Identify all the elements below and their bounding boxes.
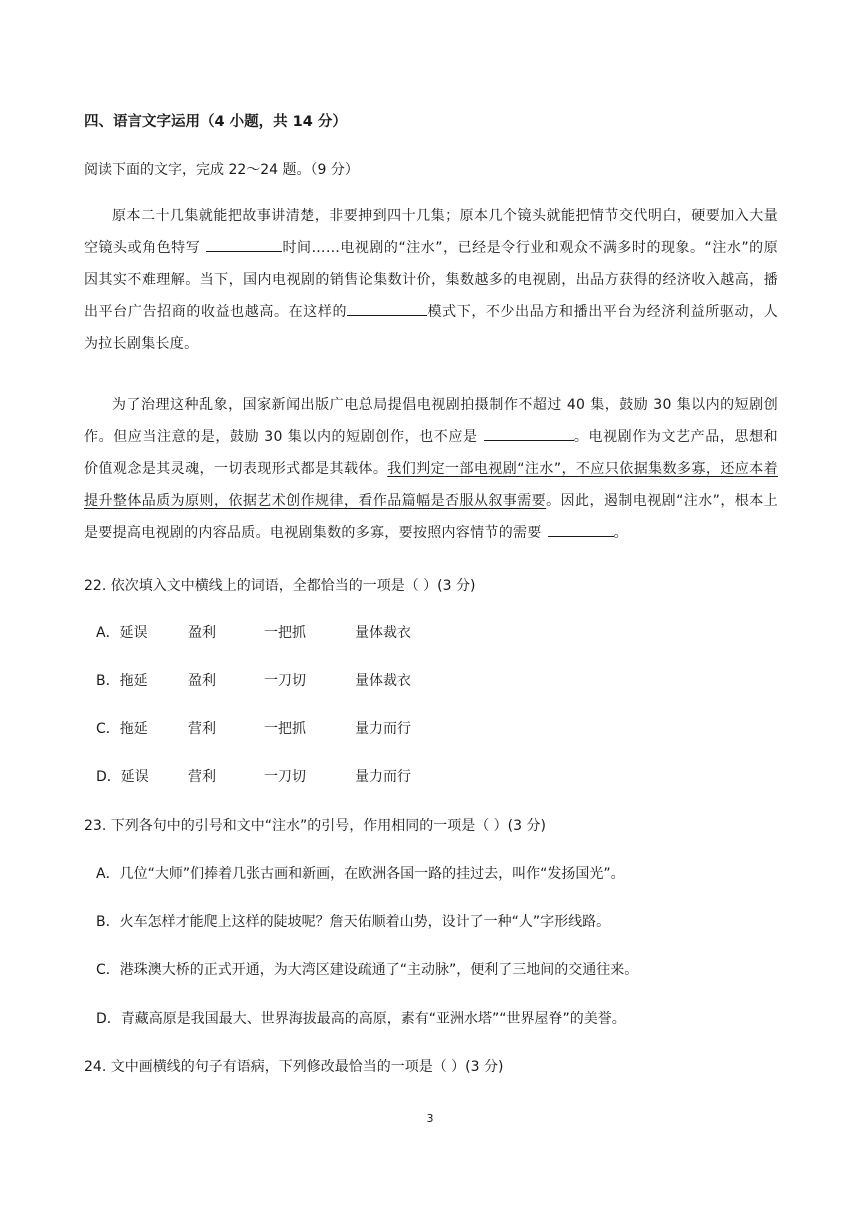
question-24-stem: 24. 文中画横线的句子有语病，下列修改最恰当的一项是（ ）(3 分) [84,1059,504,1075]
question-22-option-c [96,719,776,739]
passage-paragraph-1 [84,200,778,360]
passage-text: 为了治理这种乱象，国家新闻出版广电总局提倡电视剧拍摄制作不超过 40 集，鼓励 30 集以内的短剧创作。但应当注意的是，鼓励 30 集以内的短剧创作，也不应是 [84,397,778,445]
passage-text: 。 [613,525,628,541]
option-word: 一刀切 [264,769,306,785]
underlined-sentence: 我们判定一部电视剧“注水”，不应只依据集数多寡，还应本着提升整体品质为原则，依据艺术创作规律，看作品篇幅是否服从叙事需要 [84,461,778,509]
question-23-stem: 23. 下列各句中的引号和文中“注水”的引号，作用相同的一项是（ ）(3 分) [84,818,546,834]
question-23-option-a: A．几位“大师”们捧着几张古画和新画，在欧洲各国一路的挂过去，叫作“发扬国光”。 [96,866,625,882]
question-22-option-b [96,671,776,691]
option-word: 量体裁衣 [355,625,411,641]
passage-text: 模式下，不少出品方和播出平台为经济利益所驱动，人为拉长剧集长度。 [84,304,778,352]
option-word: 营利 [188,769,216,785]
question-23-option-d: D．青藏高原是我国最大、世界海拔最高的高原，素有“亚洲水塔”“世界屋脊”的美誉。 [96,1011,626,1027]
option-label: D．延误 [96,769,149,785]
option-word: 量体裁衣 [355,673,411,689]
option-word: 一刀切 [264,673,306,689]
option-word: 营利 [188,721,216,737]
question-22-stem: 22. 依次填入文中横线上的词语，全都恰当的一项是（ ）(3 分) [84,578,476,594]
passage-text: 原本二十几集就能把故事讲清楚，非要抻到四十几集；原本几个镜头就能把情节交代明白，硬要加入大量空镜头或角色特写 [84,208,778,256]
option-word: 盈利 [188,625,216,641]
question-22-option-d [96,767,776,787]
passage-text: 时间……电视剧的“注水”，已经是令行业和观众不满多时的现象。“注水”的原因其实不难理解。当下，国内电视剧的销售论集数计价，集数越多的电视剧，出品方获得的经济收入越高，播出平台广告招商的收益也越高。在这样的 [84,240,779,320]
reading-instruction: 阅读下面的文字，完成 22～24 题。（9 分） [84,162,359,178]
fill-blank-2 [347,301,427,316]
option-word: 一把抓 [264,721,306,737]
question-23-option-b: B．火车怎样才能爬上这样的陡坡呢？詹天佑顺着山势，设计了一种“人”字形线路。 [96,914,611,930]
option-label: A．延误 [96,625,148,641]
fill-blank-3 [484,426,574,441]
option-word: 一把抓 [264,625,306,641]
fill-blank-1 [206,237,282,252]
question-22-option-a [96,623,776,643]
option-word: 量力而行 [355,721,411,737]
option-word: 量力而行 [355,769,411,785]
page-number: 3 [426,1112,434,1125]
option-label: B．拖延 [96,673,148,689]
passage-text: 。因此，遏制电视剧“注水”，根本上是要提高电视剧的内容品质。电视剧集数的多寡，要按照内容情节的需要 [84,493,778,541]
option-word: 盈利 [188,673,216,689]
fill-blank-4 [548,522,614,537]
section-heading: 四、语言文字运用（4 小题，共 14 分） [84,114,347,130]
passage-paragraph-2 [84,389,778,549]
option-label: C．拖延 [96,721,148,737]
passage-text: 。电视剧作为文艺产品，思想和价值观念是其灵魂，一切表现形式都是其载体。 [84,429,778,477]
question-23-option-c: C．港珠澳大桥的正式开通，为大湾区建设疏通了“主动脉”，便利了三地间的交通往来。 [96,962,639,978]
